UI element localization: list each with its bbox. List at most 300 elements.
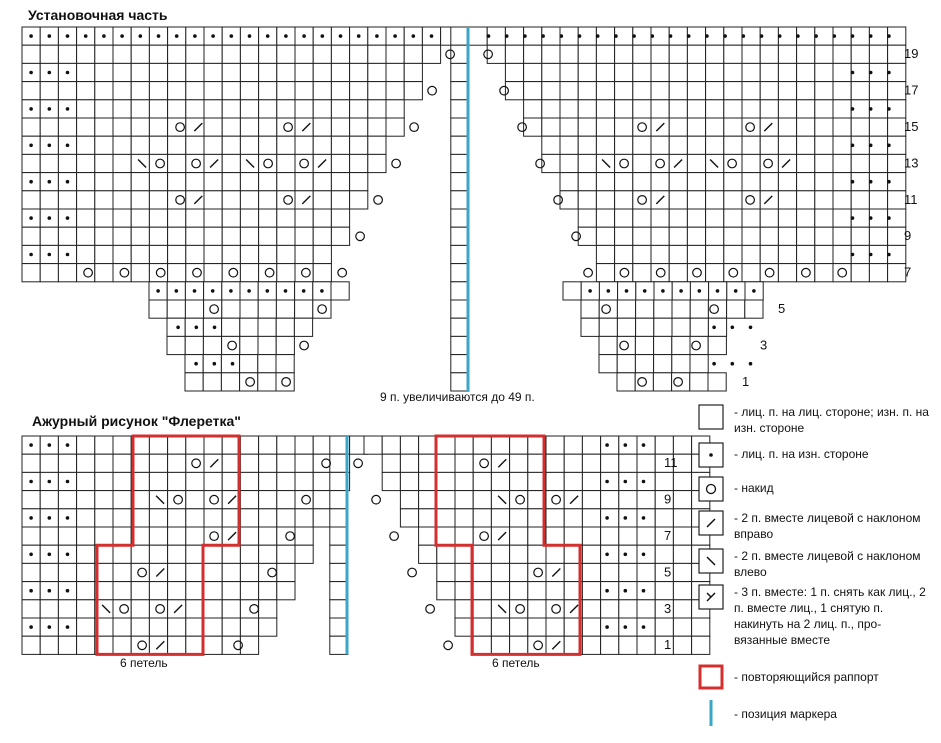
chart-cell — [833, 45, 851, 63]
chart-cell — [77, 454, 95, 472]
chart-cell — [473, 509, 491, 527]
chart-cell — [673, 527, 691, 545]
row-number: 15 — [904, 119, 919, 134]
chart-cell — [655, 582, 673, 600]
chart-cell — [186, 454, 204, 472]
chart-cell — [505, 45, 523, 63]
purl-dot — [869, 71, 873, 75]
chart-cell — [437, 436, 455, 454]
chart-cell — [833, 227, 851, 245]
chart-cell — [833, 118, 851, 136]
chart-cell — [259, 545, 277, 563]
row-number: 11 — [904, 191, 918, 207]
chart-cell — [760, 264, 778, 282]
chart-cell — [582, 563, 600, 581]
chart-cell — [149, 454, 167, 472]
chart-cell — [596, 264, 614, 282]
chart-cell — [240, 63, 258, 81]
chart-cell — [742, 136, 760, 154]
chart-cell — [601, 582, 619, 600]
yarn-over — [392, 159, 401, 168]
chart-cell — [633, 63, 651, 81]
chart-cell — [313, 209, 331, 227]
chart-cell — [259, 173, 277, 191]
chart-cell — [276, 318, 294, 336]
chart-cell — [473, 472, 491, 490]
chart-cell — [186, 100, 204, 118]
chart-cell — [633, 100, 651, 118]
chart-cell — [724, 209, 742, 227]
chart-cell — [455, 582, 473, 600]
chart-cell — [95, 136, 113, 154]
chart-cell — [637, 618, 655, 636]
purl-dot — [66, 34, 70, 38]
chart-cell — [77, 154, 95, 172]
chart-cell — [760, 82, 778, 100]
chart-cell — [259, 245, 277, 263]
chart-cell — [277, 472, 295, 490]
purl-dot — [523, 34, 527, 38]
purl-dot — [29, 553, 33, 557]
chart-cell — [669, 100, 687, 118]
chart-cell — [473, 563, 491, 581]
chart-cell — [40, 154, 58, 172]
purl-dot — [66, 516, 70, 520]
purl-dot — [541, 34, 545, 38]
chart-cell — [546, 472, 564, 490]
chart-cell — [222, 336, 240, 354]
chart-cell — [455, 527, 473, 545]
chart-cell — [692, 618, 710, 636]
repeat-label-left: 6 петель — [120, 656, 168, 670]
purl-dot — [642, 553, 646, 557]
chart-cell — [742, 63, 760, 81]
chart-cell — [706, 227, 724, 245]
legend-text: - 2 п. вместе лицевой с наклоном вправо — [734, 511, 921, 541]
purl-dot — [48, 34, 52, 38]
chart-cell — [473, 600, 491, 618]
chart-cell — [259, 45, 277, 63]
chart-cell — [669, 45, 687, 63]
chart-cell — [560, 45, 578, 63]
chart-cell — [596, 63, 614, 81]
chart-cell — [186, 636, 204, 654]
chart-cell — [95, 100, 113, 118]
chart-cell — [277, 100, 295, 118]
purl-dot — [669, 34, 673, 38]
chart-cell — [113, 100, 131, 118]
chart-cell — [40, 118, 58, 136]
yarn-over-icon — [698, 476, 724, 502]
purl-dot — [661, 289, 665, 293]
chart-cell — [350, 63, 368, 81]
chart-cell — [204, 618, 222, 636]
purl-dot — [643, 289, 647, 293]
chart-cell — [581, 300, 599, 318]
purl-dot — [48, 480, 52, 484]
chart-cell — [724, 227, 742, 245]
repeat-label-right: 6 петель — [492, 656, 540, 670]
chart-cell — [455, 454, 473, 472]
chart-cell — [706, 63, 724, 81]
chart-cell — [510, 472, 528, 490]
chart-cell — [295, 454, 313, 472]
chart-cell — [815, 191, 833, 209]
chart-cell — [637, 582, 655, 600]
purl-dot — [175, 34, 179, 38]
chart-cell — [491, 636, 509, 654]
chart-cell — [615, 136, 633, 154]
chart-cell — [419, 436, 437, 454]
chart-cell — [760, 173, 778, 191]
chart-cell — [149, 227, 167, 245]
chart-cell — [596, 173, 614, 191]
chart-cell — [510, 563, 528, 581]
chart-cell — [204, 545, 222, 563]
chart-cell — [313, 82, 331, 100]
chart-cell — [617, 373, 635, 391]
chart-cell — [113, 491, 131, 509]
purl-dot — [712, 326, 716, 330]
chart-cell — [505, 63, 523, 81]
purl-dot — [624, 480, 628, 484]
chart-cell — [601, 436, 619, 454]
chart-cell — [277, 136, 295, 154]
chart-cell — [149, 300, 167, 318]
chart-cell — [437, 545, 455, 563]
chart-cell — [596, 209, 614, 227]
chart-cell — [633, 209, 651, 227]
chart-cell — [240, 491, 258, 509]
purl-dot — [284, 34, 288, 38]
purl-dot — [698, 289, 702, 293]
chart-cell — [113, 454, 131, 472]
chart-cell — [615, 82, 633, 100]
chart-cell — [673, 636, 691, 654]
chart-cell — [637, 454, 655, 472]
chart-cell — [222, 118, 240, 136]
chart-cell — [778, 227, 796, 245]
chart-cell — [708, 318, 726, 336]
purl-dot — [607, 289, 611, 293]
chart-cell — [131, 173, 149, 191]
chart-cell — [22, 45, 40, 63]
chart-cell — [655, 472, 673, 490]
chart-cell — [708, 336, 726, 354]
chart-cell — [724, 191, 742, 209]
purl-dot — [321, 34, 325, 38]
chart-cell — [331, 227, 349, 245]
purl-dot — [66, 71, 70, 75]
chart-cell — [617, 300, 635, 318]
chart-cell — [131, 63, 149, 81]
chart-cell — [451, 154, 469, 172]
purl-dot — [29, 180, 33, 184]
chart-cell — [330, 618, 348, 636]
chart-cell — [149, 63, 167, 81]
chart-cell — [277, 45, 295, 63]
chart-cell — [186, 527, 204, 545]
chart-cell — [491, 472, 509, 490]
chart-cell — [578, 118, 596, 136]
chart-cell — [222, 300, 240, 318]
chart-cell — [58, 454, 76, 472]
chart-cell — [240, 264, 258, 282]
chart-cell — [617, 318, 635, 336]
chart-cell — [673, 563, 691, 581]
chart-cell — [258, 373, 276, 391]
chart-cell — [687, 100, 705, 118]
chart-cell — [113, 227, 131, 245]
chart-cell — [240, 191, 258, 209]
chart-cell — [672, 355, 690, 373]
purl-dot — [66, 253, 70, 257]
chart-cell — [95, 527, 113, 545]
chart-cell — [186, 509, 204, 527]
chart-cell — [615, 154, 633, 172]
chart-cell — [77, 63, 95, 81]
chart-cell — [724, 100, 742, 118]
chart-cell — [185, 318, 203, 336]
chart-cell — [601, 545, 619, 563]
chart-cell — [204, 527, 222, 545]
chart-cell — [330, 600, 348, 618]
chart-cell — [40, 491, 58, 509]
chart-cell — [186, 173, 204, 191]
purl-dot — [760, 34, 764, 38]
chart-cell — [313, 472, 331, 490]
chart-cell — [651, 63, 669, 81]
legend-text: - 2 п. вместе лицевой с наклоном влево — [734, 549, 921, 579]
chart-cell — [654, 355, 672, 373]
chart-cell — [277, 582, 295, 600]
chart-cell — [222, 618, 240, 636]
chart-cell — [617, 355, 635, 373]
chart-cell — [510, 454, 528, 472]
chart-cell — [687, 82, 705, 100]
chart-cell — [524, 100, 542, 118]
chart-cell — [40, 82, 58, 100]
chart-cell — [451, 118, 469, 136]
chart-cell — [601, 509, 619, 527]
chart-cell — [672, 318, 690, 336]
chart-cell — [77, 472, 95, 490]
chart-cell — [687, 264, 705, 282]
chart-cell — [815, 63, 833, 81]
chart-cell — [149, 436, 167, 454]
chart-cell — [40, 45, 58, 63]
chart-cell — [40, 264, 58, 282]
purl-dot — [869, 253, 873, 257]
chart-cell — [259, 509, 277, 527]
chart-cell — [58, 227, 76, 245]
chart-cell — [295, 191, 313, 209]
chart-cell — [204, 209, 222, 227]
purl-dot — [29, 71, 33, 75]
chart-cell — [40, 454, 58, 472]
purl-dot — [29, 589, 33, 593]
chart-cell — [331, 173, 349, 191]
chart-cell — [168, 209, 186, 227]
purl-dot — [605, 480, 609, 484]
chart-cell — [113, 527, 131, 545]
chart-cell — [596, 191, 614, 209]
chart-cell — [560, 118, 578, 136]
chart-cell — [491, 509, 509, 527]
chart-cell — [564, 472, 582, 490]
chart-cell — [77, 82, 95, 100]
chart-cell — [706, 45, 724, 63]
chart-cell — [168, 527, 186, 545]
chart-cell — [22, 491, 40, 509]
chart-cell — [851, 82, 869, 100]
chart-cell — [669, 227, 687, 245]
purl-dot — [749, 326, 753, 330]
chart-cell — [437, 491, 455, 509]
purl-dot — [624, 625, 628, 629]
chart-cell — [131, 191, 149, 209]
chart-cell — [77, 527, 95, 545]
chart-cell — [259, 436, 277, 454]
chart-cell — [404, 45, 422, 63]
purl-dot — [778, 34, 782, 38]
chart-cell — [113, 209, 131, 227]
chart-cell — [240, 245, 258, 263]
chart-cell — [240, 454, 258, 472]
chart-cell — [58, 191, 76, 209]
chart-cell — [724, 173, 742, 191]
chart-cell — [386, 45, 404, 63]
chart-cell — [382, 472, 400, 490]
chart-cell — [596, 45, 614, 63]
purl-dot — [29, 516, 33, 520]
chart-cell — [330, 527, 348, 545]
purl-dot — [642, 516, 646, 520]
chart-cell — [528, 545, 546, 563]
chart-cell — [546, 436, 564, 454]
chart-cell — [149, 173, 167, 191]
purl-dot — [869, 34, 873, 38]
purl-dot — [29, 107, 33, 111]
chart-cell — [651, 227, 669, 245]
chart-cell — [542, 45, 560, 63]
chart-cell — [651, 209, 669, 227]
purl-dot — [887, 144, 891, 148]
purl-dot — [48, 71, 52, 75]
purl-dot — [605, 553, 609, 557]
chart-cell — [833, 82, 851, 100]
chart-cell — [797, 191, 815, 209]
chart-cell — [437, 472, 455, 490]
purl-dot — [48, 144, 52, 148]
chart-cell — [473, 436, 491, 454]
chart-cell — [168, 173, 186, 191]
chart-cell — [259, 227, 277, 245]
chart-cell — [833, 209, 851, 227]
chart-cell — [451, 336, 469, 354]
chart-cell — [451, 245, 469, 263]
chart-cell — [451, 373, 469, 391]
chart-cell — [95, 82, 113, 100]
chart-cell — [619, 454, 637, 472]
purl-dot — [176, 326, 180, 330]
chart-cell — [113, 436, 131, 454]
chart-cell — [651, 154, 669, 172]
chart-cell — [331, 63, 349, 81]
chart-cell — [578, 100, 596, 118]
chart-cell — [400, 472, 418, 490]
purl-dot — [230, 34, 234, 38]
chart-cell — [687, 245, 705, 263]
chart-cell — [455, 472, 473, 490]
row-number: 3 — [760, 337, 768, 353]
chart-cell — [240, 636, 258, 654]
knit-square-icon — [698, 404, 724, 430]
purl-dot — [887, 216, 891, 220]
chart-cell — [599, 318, 617, 336]
chart-cell — [168, 454, 186, 472]
chart-cell — [240, 318, 258, 336]
chart-cell — [240, 582, 258, 600]
chart-cell — [40, 227, 58, 245]
chart-cell — [313, 300, 331, 318]
chart-cell — [204, 509, 222, 527]
purl-dot — [120, 34, 124, 38]
chart-cell — [58, 527, 76, 545]
chart-cell — [168, 582, 186, 600]
purl-dot — [266, 34, 270, 38]
ssk-left-icon — [698, 548, 724, 574]
chart-cell — [240, 45, 258, 63]
chart-cell — [330, 436, 348, 454]
chart-cell — [706, 209, 724, 227]
chart-cell — [596, 82, 614, 100]
chart-cell — [186, 154, 204, 172]
chart-cell — [601, 454, 619, 472]
chart-cell — [582, 636, 600, 654]
purl-dot — [193, 34, 197, 38]
chart-cell — [524, 82, 542, 100]
chart-cell — [368, 118, 386, 136]
chart-cell — [706, 100, 724, 118]
chart-cell — [77, 600, 95, 618]
chart-cell — [131, 545, 149, 563]
purl-dot — [66, 625, 70, 629]
chart-cell — [491, 454, 509, 472]
purl-dot — [66, 553, 70, 557]
chart-cell — [77, 491, 95, 509]
purl-dot — [869, 180, 873, 184]
chart-cell — [687, 63, 705, 81]
chart-cell — [596, 136, 614, 154]
legend-text: - позиция маркера — [734, 707, 837, 721]
chart-cell — [277, 154, 295, 172]
chart-cell — [669, 191, 687, 209]
chart-cell — [419, 545, 437, 563]
chart-cell — [77, 136, 95, 154]
purl-dot — [302, 34, 306, 38]
chart-cell — [186, 227, 204, 245]
chart-cell — [222, 545, 240, 563]
chart-cell — [528, 618, 546, 636]
chart-cell — [259, 82, 277, 100]
chart-cell — [259, 454, 277, 472]
chart-cell — [77, 436, 95, 454]
chart-cell — [386, 100, 404, 118]
purl-dot — [487, 34, 491, 38]
purl-dot — [851, 34, 855, 38]
chart-cell — [131, 154, 149, 172]
